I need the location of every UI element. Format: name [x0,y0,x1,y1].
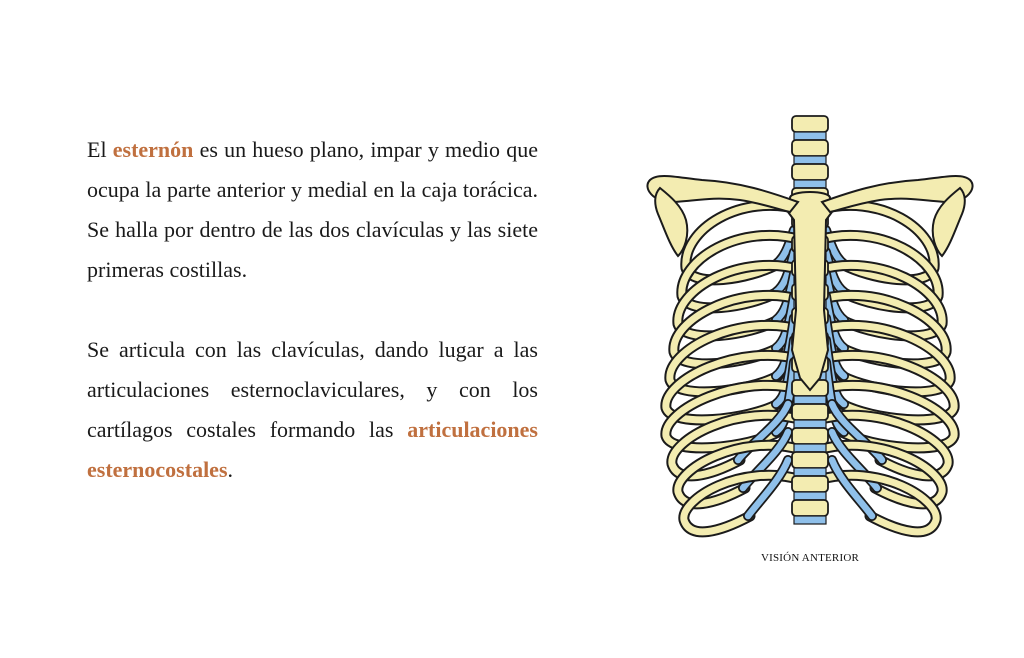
vertebra-15 [792,452,828,468]
ribs-left [666,205,802,531]
text-column [87,130,538,490]
rib-cage-drawing [630,110,990,540]
intervertebral-disc-12 [794,396,826,404]
paragraph-sternum-definition [87,130,538,290]
vertebra-16 [792,476,828,492]
sternum [788,192,832,390]
sternum-term: esternón [112,137,194,162]
intervertebral-disc-2 [794,156,826,164]
intervertebral-disc-14 [794,444,826,452]
intervertebral-disc-13 [794,420,826,428]
vertebra-13 [792,404,828,420]
vertebra-3 [792,164,828,180]
paragraph-2-body: Se articula con las clavículas, dando lugar a las articulaciones esternoclaviculares, y con los cartílagos costales formando las [87,337,538,442]
paragraph-2-end: . [227,457,234,482]
rib-cage-illustration [630,110,990,540]
paragraph-1-body: es un hueso plano, impar y medio que ocupa la parte anterior y medial en la caja torácica. Se halla por dentro de las dos clavículas y las siete primeras costillas. [87,137,538,282]
paragraph-articulations [87,330,538,490]
vertebra-2 [792,140,828,156]
ribs-right [818,205,954,531]
intervertebral-disc-15 [794,468,826,476]
vertebra-17 [792,500,828,516]
intervertebral-disc-3 [794,180,826,188]
vertebra-14 [792,428,828,444]
sternocostal-joints-term: articulaciones esternocostales [87,417,538,482]
vertebra-1 [792,116,828,132]
intervertebral-disc-16 [794,492,826,500]
intervertebral-disc-17 [794,516,826,524]
paragraph-1-intro: El [87,137,113,162]
intervertebral-disc-1 [794,132,826,140]
figure-caption: VISIÓN ANTERIOR [760,552,860,564]
